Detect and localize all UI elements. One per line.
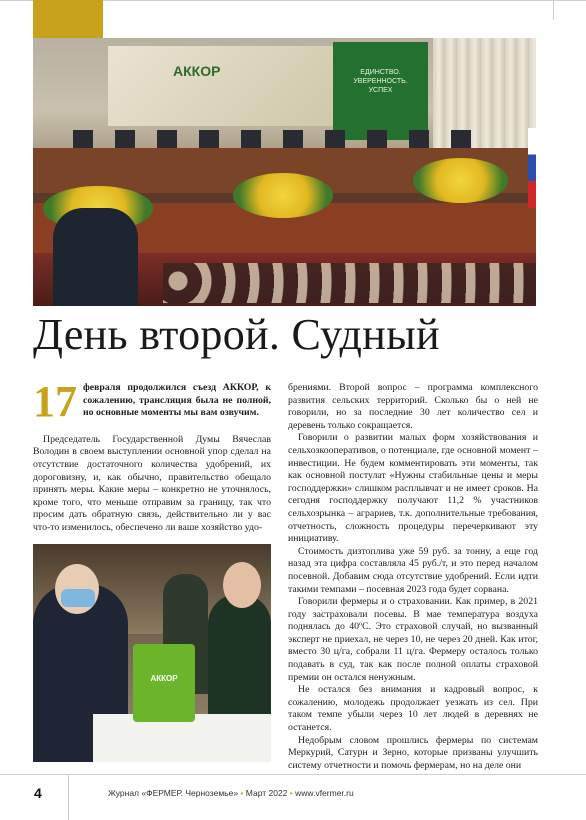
photo-bag-text: АККОР	[150, 674, 178, 683]
article-lead	[33, 377, 271, 426]
frame-right-line	[553, 0, 554, 20]
article-headline: День второй. Судный	[33, 310, 440, 359]
paragraph: Председатель Государственной Думы Вячеслав Володин в своем выступлении основной упор сделал на отсутствие достаточного количества удобрений, их дороговизну, и, как обычно, правительство обещало принять меры. Какие меры – конкретно не уточнялось, кроме того, что меньше отправим за границу, так что просим дать обратную связь, действительно ли у вас что-то изменилось, обеспечено ли ваше хозяйство удо-	[33, 433, 271, 533]
photo-flowers-right	[413, 158, 508, 203]
photo-audience-heads	[163, 263, 536, 303]
photo-logo-text: АККОР	[173, 63, 221, 79]
photo-screen-right	[333, 42, 428, 140]
dropcap: 17	[33, 377, 77, 426]
congress-hall-photo	[33, 38, 536, 306]
photo-face-right	[223, 562, 261, 608]
footer-journal: Журнал «ФЕРМЕР. Черноземье»	[108, 788, 239, 798]
paragraph: Говорили фермеры и о страховании. Как пример, в 2021 году застраховали посевы. В мае температура воздуха поднялась до 40ºС. Это страховой случай, но вызванный эксперт не приехал, не через 10, не через 20 дней. Как итог, вместо 30 ц/га, собрали 11 ц/га. Фермеру осталось только подавать в суд, так как после полной оплаты страховой премии он остался ненужным.	[288, 596, 538, 683]
paragraph: брениями. Второй вопрос – программа комплексного развития сельских территорий. Сколько бы о ней не говорили, но за последние 30 лет количество сел и деревень только сокращается.	[288, 382, 538, 431]
photo-mask	[61, 589, 95, 607]
photo-screen-text: ЕДИНСТВО. УВЕРЕННОСТЬ. УСПЕХ	[353, 69, 408, 94]
photo-flowers-center	[233, 173, 333, 218]
footer-separator: •	[289, 788, 293, 798]
photo-screen-left	[108, 46, 343, 126]
footer-separator: •	[240, 788, 244, 798]
photo-green-bag	[133, 644, 195, 722]
photo-flag	[528, 128, 536, 208]
footer-vertical-divider	[68, 774, 69, 820]
paragraph: Не остался без внимания и кадровый вопрос, к сожалению, молодежь продолжает уезжать из сел. При таком темпе убыли через 10 лет людей в деревнях не останется.	[288, 684, 538, 734]
paragraph: Недобрым словом прошлись фермеры по системам Меркурий, Сатурн и Зерно, которые призваны улучшить систему отчетности и помочь фермерам, но на деле они	[288, 734, 538, 771]
article-column-2	[288, 382, 538, 772]
photo-cameraman	[53, 208, 138, 306]
footer-issue: Март 2022	[245, 788, 288, 798]
article-column-1	[33, 377, 271, 535]
footer-divider	[0, 774, 586, 775]
footer-website: www.vfermer.ru	[295, 788, 354, 798]
footer-info	[108, 788, 354, 798]
paragraph: Стоимость дизтоплива уже 59 руб. за тонну, а еще год назад эта цифра составляла 45 руб./т, и это перед началом посевной. Добавим сюда отсутствие удобрений. Если идти такими темпами – посевная 2023 года будет сорвана.	[288, 545, 538, 595]
lead-text: февраля продолжился съезд АККОР, к сожалению, трансляция была не полной, но основные моменты мы вам озвучим.	[83, 382, 271, 419]
paragraph: Говорили о развитии малых форм хозяйствования и сельхозкооперативов, о потенциале, где основной момент – инвестиции. Не будем комментировать эти моменты, так как основной постулат «Нужны стабильные цены и меры господдержки» слишком расплывчат и не имеет сроков. На сегодня господдержку получают 11,2 % участников сельхозрынка – аграриев, т.к. дополнительные требования, отчетность, сложность процедуры перечеркивают эту инициативу.	[288, 432, 538, 545]
registration-photo	[33, 544, 271, 762]
page-number: 4	[34, 785, 42, 801]
